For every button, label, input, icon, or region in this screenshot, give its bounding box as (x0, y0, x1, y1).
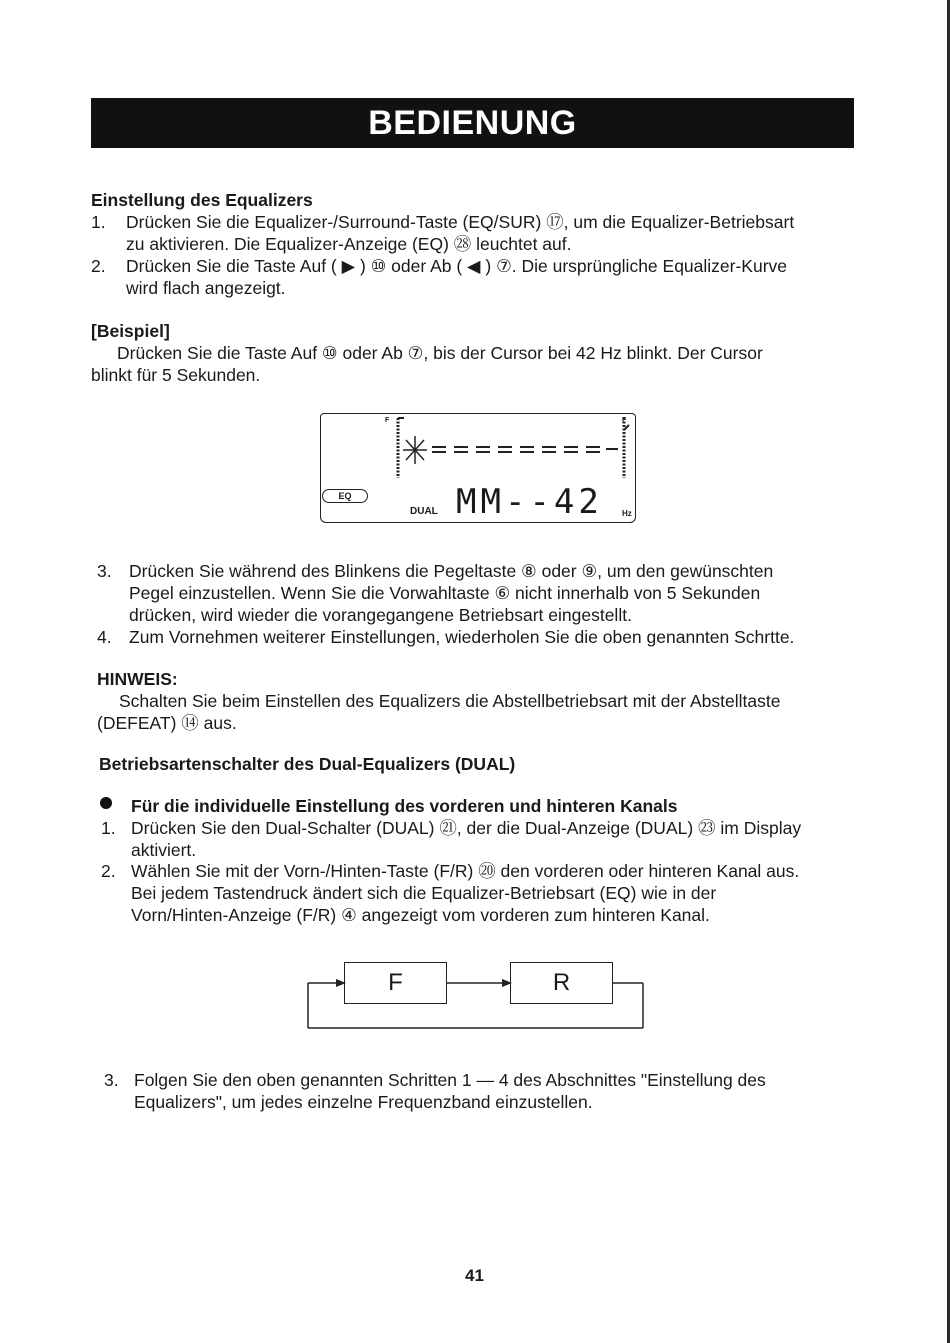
step-number: 4. (97, 627, 112, 647)
step-2-line-1: Drücken Sie die Taste Auf ( ▶ ) ⑩ oder Ab ( ◀ ) ⑦. Die ursprüngliche Equalizer-Kurve (126, 256, 788, 276)
front-indicator-left: F (385, 417, 390, 424)
step-3-line-3: drücken, wird wieder die vorangegangene Betriebsart eingestellt. (129, 605, 632, 625)
step-number: 3. (97, 561, 112, 581)
step-4-line-1: Zum Vornehmen weiterer Einstellungen, wiederholen Sie die oben genannten Schrtte. (129, 627, 795, 647)
section-heading: Betriebsartenschalter des Dual-Equalizers (DUAL) (99, 754, 516, 774)
frequency-readout: MM--42 (456, 482, 603, 522)
step-number: 2. (91, 256, 106, 276)
arrow-head-into-front (336, 979, 346, 987)
step-1-line-1: Drücken Sie die Equalizer-/Surround-Taste (EQ/SUR) ⑰, um die Equalizer-Betriebsart (126, 212, 795, 232)
step-number: 1. (91, 212, 106, 232)
page-title: BEDIENUNG (91, 98, 854, 148)
hz-indicator: Hz (622, 509, 632, 518)
page-number: 41 (465, 1266, 484, 1285)
dual-step-1-line-2: aktiviert. (131, 840, 197, 860)
dual-step-3-line-2: Equalizers", um jedes einzelne Frequenzband einzustellen. (134, 1092, 593, 1112)
example-line-2: blinkt für 5 Sekunden. (91, 365, 261, 385)
step-number: 1. (101, 818, 116, 838)
dual-step-2-line-1: Wählen Sie mit der Vorn-/Hinten-Taste (F/R) ⑳ den vorderen oder hinteren Kanal aus. (131, 861, 800, 881)
dual-step-1-line-1: Drücken Sie den Dual-Schalter (DUAL) ㉑, der die Dual-Anzeige (DUAL) ㉓ im Display (131, 818, 802, 838)
step-number: 2. (101, 861, 116, 881)
note-line-1: Schalten Sie beim Einstellen des Equalizers die Abstellbetriebsart mit der Abstelltaste (119, 691, 781, 711)
step-3-line-2: Pegel einzustellen. Wenn Sie die Vorwahltaste ⑥ nicht innerhalb von 5 Sekunden (129, 583, 761, 603)
bullet-heading: Für die individuelle Einstellung des vorderen und hinteren Kanals (131, 796, 678, 816)
dual-step-3-line-1: Folgen Sie den oben genannten Schritten 1 — 4 des Abschnittes "Einstellung des (134, 1070, 766, 1090)
note-line-2: (DEFEAT) ⑭ aus. (97, 713, 237, 733)
step-2-line-2: wird flach angezeigt. (126, 278, 286, 298)
dual-indicator: DUAL (410, 506, 438, 517)
step-1-line-2: zu aktivieren. Die Equalizer-Anzeige (EQ) ㉘ leuchtet auf. (126, 234, 572, 254)
note-heading: HINWEIS: (97, 669, 178, 689)
example-heading: [Beispiel] (91, 321, 170, 341)
dual-step-2-line-3: Vorn/Hinten-Anzeige (F/R) ④ angezeigt vom vorderen zum hinteren Kanal. (131, 905, 710, 925)
front-indicator-right: F (622, 417, 627, 424)
arrow-head-into-rear (502, 979, 512, 987)
step-3-line-1: Drücken Sie während des Blinkens die Pegeltaste ⑧ oder ⑨, um den gewünschten (129, 561, 774, 581)
example-line-1: Drücken Sie die Taste Auf ⑩ oder Ab ⑦, bis der Cursor bei 42 Hz blinkt. Der Cursor (117, 343, 763, 363)
rear-box: R (510, 962, 613, 1004)
section-heading: Einstellung des Equalizers (91, 190, 313, 210)
front-box: F (344, 962, 447, 1004)
eq-indicator: EQ (322, 489, 368, 503)
dual-step-2-line-2: Bei jedem Tastendruck ändert sich die Equalizer-Betriebsart (EQ) wie in der (131, 883, 717, 903)
step-number: 3. (104, 1070, 119, 1090)
